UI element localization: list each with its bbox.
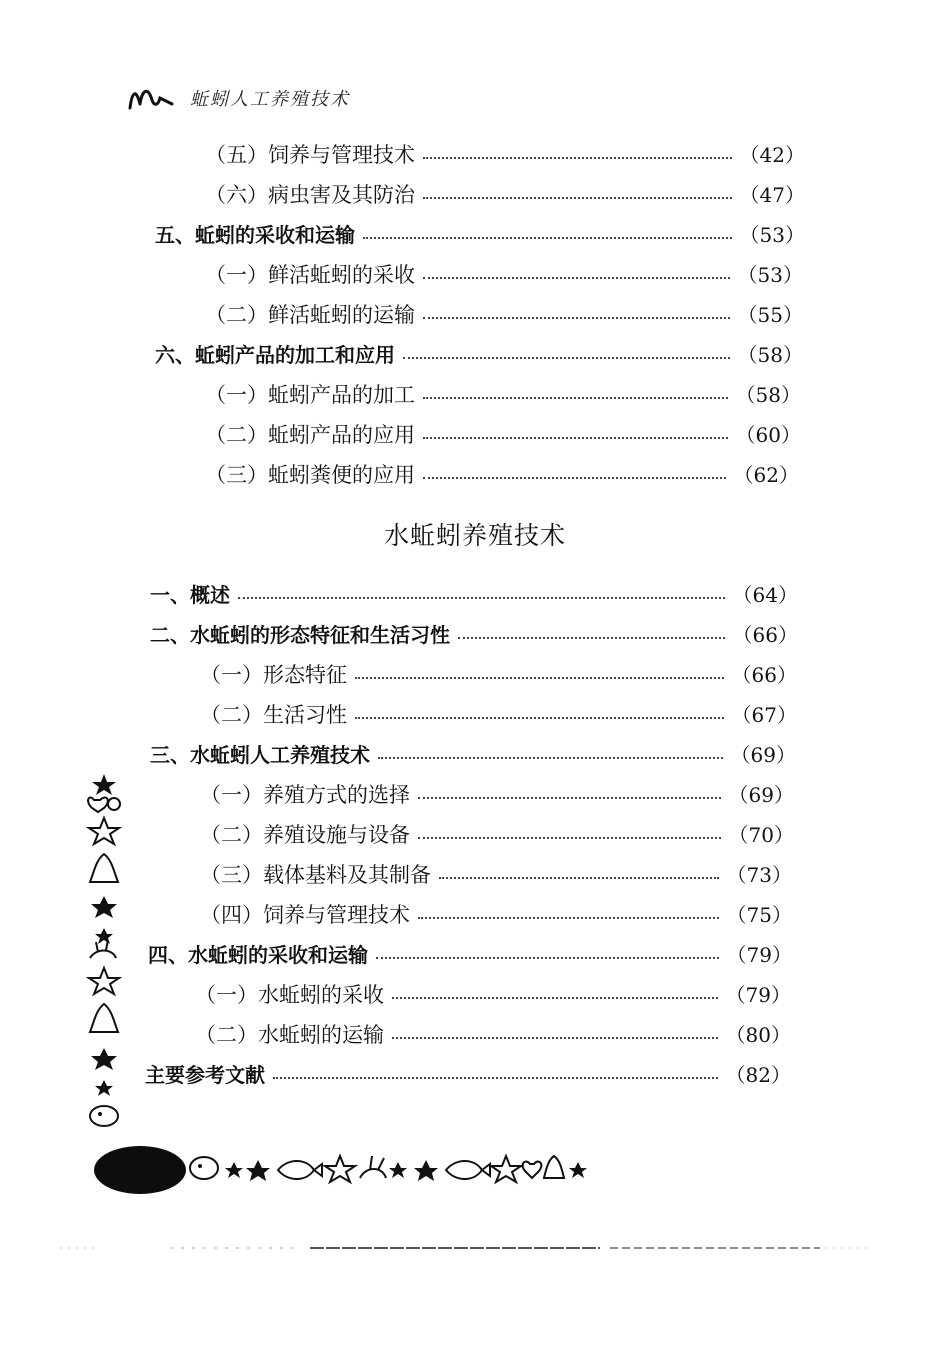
star-icon	[92, 774, 116, 795]
toc-subsection-row	[200, 855, 792, 895]
toc-page-number: （58）	[737, 343, 803, 367]
toc-entry-label: （二）养殖设施与设备	[200, 823, 410, 847]
toc-subsection-row	[195, 1015, 791, 1055]
toc-subsection-row	[205, 375, 801, 415]
heart-icon	[523, 1162, 542, 1178]
star-icon	[389, 1162, 407, 1178]
toc-chapter-row	[150, 575, 798, 615]
elephant-icon	[90, 1106, 118, 1126]
toc-dot-leader	[418, 837, 721, 839]
toc-page-number: （80）	[725, 1023, 791, 1047]
fish-icon	[446, 1161, 490, 1179]
toc-entry-label: （一）鲜活蚯蚓的采收	[205, 263, 415, 287]
toc-dot-leader	[363, 237, 732, 239]
toc-dot-leader	[355, 677, 724, 679]
toc-page-number: （69）	[728, 783, 794, 807]
toc-page-number: （58）	[735, 383, 801, 407]
toc-subsection-row	[205, 135, 805, 175]
star-outline-icon	[491, 1156, 521, 1182]
toc-dot-leader	[423, 437, 728, 439]
rabbit-icon	[90, 940, 116, 958]
bell-icon	[544, 1156, 564, 1178]
scan-artifact-line	[60, 1246, 870, 1250]
toc-entry-label: 五、蚯蚓的采收和运输	[155, 223, 355, 247]
toc-entry-label: 二、水蚯蚓的形态特征和生活习性	[150, 623, 450, 647]
toc-dot-leader	[238, 597, 725, 599]
star-outline-icon	[89, 968, 119, 994]
toc-entry-label: 六、蚯蚓产品的加工和应用	[155, 343, 395, 367]
bell-icon	[90, 1004, 118, 1032]
star-icon	[91, 896, 117, 918]
toc-entry-label: （二）生活习性	[200, 703, 347, 727]
toc-entry-label: （一）水蚯蚓的采收	[195, 983, 384, 1007]
toc-page-number: （79）	[726, 943, 792, 967]
toc-entry-label: （五）饲养与管理技术	[205, 143, 415, 167]
toc-dot-leader	[458, 637, 725, 639]
toc-subsection-row	[205, 295, 803, 335]
toc-page-number: （73）	[726, 863, 792, 887]
toc-dot-leader	[378, 757, 723, 759]
toc-page-number: （66）	[732, 623, 798, 647]
toc-dot-leader	[273, 1077, 718, 1079]
toc-page-number: （53）	[737, 263, 803, 287]
rabbit-icon	[360, 1156, 386, 1178]
star-icon	[95, 928, 113, 944]
toc-dot-leader	[418, 797, 721, 799]
toc-entry-label: （一）形态特征	[200, 663, 347, 687]
toc-chapter-row	[148, 935, 792, 975]
toc-page-number: （42）	[739, 143, 805, 167]
toc-subsection-row	[200, 695, 797, 735]
toc-entry-label: （二）蚯蚓产品的应用	[205, 423, 415, 447]
star-icon	[414, 1160, 438, 1181]
side-decoration-column	[82, 772, 126, 1132]
toc-dot-leader	[392, 1037, 718, 1039]
toc-dot-leader	[423, 477, 726, 479]
star-outline-icon	[89, 818, 119, 844]
star-icon	[91, 1048, 117, 1070]
toc-chapter-row	[155, 215, 805, 255]
toc-dot-leader	[423, 317, 730, 319]
toc-page-number: （70）	[728, 823, 794, 847]
toc-dot-leader	[423, 397, 728, 399]
star-icon	[246, 1160, 270, 1181]
toc-dot-leader	[423, 277, 730, 279]
toc-entry-label: （四）饲养与管理技术	[200, 903, 410, 927]
section-title: 水蚯蚓养殖技术	[383, 521, 566, 550]
running-header-title: 蚯蚓人工养殖技术	[190, 89, 350, 110]
toc-entry-label: （六）病虫害及其防治	[205, 183, 415, 207]
toc-page-number: （60）	[735, 423, 801, 447]
toc-dot-leader	[355, 717, 724, 719]
toc-chapter-row	[145, 1055, 791, 1095]
toc-subsection-row	[205, 455, 799, 495]
toc-dot-leader	[403, 357, 730, 359]
toc-dot-leader	[439, 877, 719, 879]
toc-entry-label: （一）养殖方式的选择	[200, 783, 410, 807]
toc-page-number: （55）	[737, 303, 803, 327]
toc-page-number: （62）	[733, 463, 799, 487]
toc-dot-leader	[423, 197, 732, 199]
toc-subsection-row	[200, 815, 794, 855]
bottom-decoration-band	[92, 1140, 592, 1200]
toc-entry-label: （二）鲜活蚯蚓的运输	[205, 303, 415, 327]
toc-dot-leader	[376, 957, 719, 959]
toc-dot-leader	[423, 157, 732, 159]
toc-entry-label: （一）蚯蚓产品的加工	[205, 383, 415, 407]
toc-page-number: （66）	[731, 663, 797, 687]
toc-chapter-row	[150, 735, 796, 775]
toc-subsection-row	[205, 255, 803, 295]
elephant-icon	[190, 1157, 218, 1179]
fish-icon	[278, 1161, 322, 1179]
toc-dot-leader	[418, 917, 719, 919]
star-outline-icon	[325, 1156, 355, 1182]
heart-icon	[88, 798, 120, 812]
toc-subsection-row	[205, 415, 801, 455]
black-blob-icon	[94, 1146, 186, 1194]
toc-entry-label: 主要参考文献	[145, 1063, 265, 1087]
toc-page-number: （75）	[726, 903, 792, 927]
toc-subsection-row	[200, 655, 797, 695]
toc-subsection-row	[195, 975, 791, 1015]
toc-entry-label: 三、水蚯蚓人工养殖技术	[150, 743, 370, 767]
toc-entry-label: 一、概述	[150, 583, 230, 607]
toc-chapter-row	[150, 615, 798, 655]
toc-entry-label: （二）水蚯蚓的运输	[195, 1023, 384, 1047]
toc-entry-label: （三）蚯蚓粪便的应用	[205, 463, 415, 487]
toc-page-number: （67）	[731, 703, 797, 727]
running-header	[128, 78, 350, 118]
star-icon	[225, 1162, 243, 1178]
toc-page-number: （69）	[730, 743, 796, 767]
toc-chapter-row	[155, 335, 803, 375]
toc-entry-label: （三）载体基料及其制备	[200, 863, 431, 887]
bell-icon	[90, 854, 118, 882]
toc-entry-label: 四、水蚯蚓的采收和运输	[148, 943, 368, 967]
toc-subsection-row	[205, 175, 805, 215]
toc-page-number: （53）	[739, 223, 805, 247]
star-icon	[95, 1080, 113, 1096]
toc-dot-leader	[392, 997, 718, 999]
wave-logo-icon	[128, 84, 174, 112]
toc-page-number: （47）	[739, 183, 805, 207]
toc-page-number: （64）	[732, 583, 798, 607]
toc-page-number: （79）	[725, 983, 791, 1007]
star-icon	[569, 1162, 587, 1178]
toc-subsection-row	[200, 895, 792, 935]
toc-subsection-row	[200, 775, 794, 815]
toc-page-number: （82）	[725, 1063, 791, 1087]
